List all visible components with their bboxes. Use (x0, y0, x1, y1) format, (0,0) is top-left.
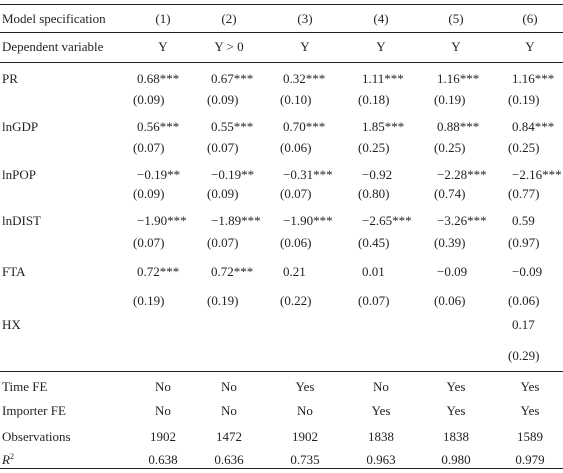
r-value-5: 0.980 (441, 452, 471, 467)
coef-lnpop-5: −2.28*** (437, 167, 487, 182)
coef-fta-2: 0.72*** (211, 264, 254, 279)
bottom-rule (0, 468, 563, 469)
coef-lndist-3: −1.90*** (283, 213, 333, 228)
time-fe-value-6: Yes (520, 379, 540, 394)
coef-fta-6: −0.09 (512, 264, 543, 279)
observations-value-3: 1902 (292, 429, 318, 444)
coef-lndist-6: 0.59 (512, 213, 535, 228)
se-lngdp-1: (0.07) (133, 140, 165, 155)
importer-fe-value-2: No (221, 403, 237, 418)
importer-fe-value-5: Yes (446, 403, 466, 418)
importer-fe-value-3: No (297, 403, 313, 418)
coef-lnpop-1: −0.19** (137, 167, 181, 182)
r-value-2: 0.636 (214, 452, 244, 467)
se-lngdp-3: (0.06) (280, 140, 312, 155)
dep-var-2: Y > 0 (214, 39, 244, 54)
observations-value-1: 1902 (150, 429, 176, 444)
coef-lndist-2: −1.89*** (211, 213, 261, 228)
se-lndist-5: (0.39) (434, 235, 466, 250)
dependent-variable-label: Dependent variable (2, 39, 104, 54)
coef-pr-4: 1.11*** (362, 71, 404, 86)
model-header-6: (6) (522, 11, 538, 26)
top-rule (0, 4, 563, 5)
se-lndist-3: (0.06) (280, 235, 312, 250)
se-fta-1: (0.19) (133, 293, 165, 308)
coef-lngdp-4: 1.85*** (362, 119, 405, 134)
coef-lngdp-6: 0.84*** (512, 119, 555, 134)
se-lndist-4: (0.45) (358, 235, 390, 250)
coef-lnpop-4: −0.92 (362, 167, 393, 182)
se-fta-6: (0.06) (508, 293, 540, 308)
row-label-pr: PR (2, 71, 18, 86)
se-lnpop-1: (0.09) (133, 186, 165, 201)
se-pr-1: (0.09) (133, 92, 165, 107)
se-lndist-2: (0.07) (207, 235, 239, 250)
model-spec-label: Model specification (2, 11, 106, 26)
coef-fta-5: −0.09 (437, 264, 468, 279)
importer-fe-value-6: Yes (520, 403, 540, 418)
model-header-4: (4) (373, 11, 389, 26)
coef-lngdp-3: 0.70*** (283, 119, 326, 134)
coef-lngdp-1: 0.56*** (137, 119, 180, 134)
r-value-6: 0.979 (515, 452, 545, 467)
body-top-rule (0, 62, 563, 63)
coef-pr-3: 0.32*** (283, 71, 326, 86)
se-lnpop-4: (0.80) (358, 186, 390, 201)
row-label-hx: HX (2, 317, 21, 332)
se-pr-2: (0.09) (207, 92, 239, 107)
importer-fe-value-1: No (155, 403, 171, 418)
dep-var-3: Y (300, 39, 310, 54)
se-pr-3: (0.10) (280, 92, 312, 107)
observations-value-6: 1589 (517, 429, 543, 444)
coef-fta-1: 0.72*** (137, 264, 180, 279)
row-label-lnpop: lnPOP (2, 167, 36, 182)
coef-lnpop-6: −2.16*** (512, 167, 562, 182)
coef-pr-2: 0.67*** (211, 71, 254, 86)
time-fe-value-1: No (155, 379, 171, 394)
row-label-lndist: lnDIST (2, 213, 41, 228)
time-fe-value-2: No (221, 379, 237, 394)
row-label-lngdp: lnGDP (2, 119, 39, 134)
model-header-2: (2) (221, 11, 237, 26)
se-pr-5: (0.19) (434, 92, 466, 107)
observations-value-2: 1472 (216, 429, 242, 444)
se-fta-4: (0.07) (358, 293, 390, 308)
coef-lndist-4: −2.65*** (362, 213, 412, 228)
coef-pr-6: 1.16*** (512, 71, 555, 86)
se-pr-4: (0.18) (358, 92, 390, 107)
se-pr-6: (0.19) (508, 92, 540, 107)
row-label-fta: FTA (2, 264, 26, 279)
dep-var-6: Y (525, 39, 535, 54)
row-label-observations: Observations (2, 429, 71, 444)
se-hx-6: (0.29) (508, 348, 540, 363)
r-value-3: 0.735 (290, 452, 320, 467)
dep-var-4: Y (376, 39, 386, 54)
se-fta-5: (0.06) (434, 293, 466, 308)
row-label-importer-fe: Importer FE (2, 403, 66, 418)
body-bottom-rule (0, 371, 563, 372)
observations-value-4: 1838 (368, 429, 394, 444)
header-rule (0, 32, 563, 33)
r-value-1: 0.638 (148, 452, 178, 467)
model-header-3: (3) (297, 11, 313, 26)
coef-pr-5: 1.16*** (437, 71, 480, 86)
se-lnpop-3: (0.07) (280, 186, 312, 201)
se-lndist-6: (0.97) (508, 235, 540, 250)
se-lnpop-2: (0.09) (207, 186, 239, 201)
coef-lngdp-2: 0.55*** (211, 119, 254, 134)
se-lngdp-5: (0.25) (434, 140, 466, 155)
time-fe-value-5: Yes (446, 379, 466, 394)
se-fta-2: (0.19) (207, 293, 239, 308)
time-fe-value-3: Yes (295, 379, 315, 394)
model-header-1: (1) (155, 11, 171, 26)
observations-value-5: 1838 (443, 429, 469, 444)
coef-fta-4: 0.01 (362, 264, 385, 279)
row-label-time-fe: Time FE (2, 379, 48, 394)
coef-pr-1: 0.68*** (137, 71, 180, 86)
row-label-r: $R^2$ (2, 452, 14, 467)
coef-lnpop-3: −0.31*** (283, 167, 333, 182)
coef-lndist-5: −3.26*** (437, 213, 487, 228)
se-fta-3: (0.22) (280, 293, 312, 308)
coef-hx-6: 0.17 (512, 317, 535, 332)
se-lngdp-2: (0.07) (207, 140, 239, 155)
dep-var-5: Y (451, 39, 461, 54)
model-header-5: (5) (448, 11, 464, 26)
coef-lngdp-5: 0.88*** (437, 119, 480, 134)
importer-fe-value-4: Yes (371, 403, 391, 418)
coef-lnpop-2: −0.19** (211, 167, 255, 182)
se-lngdp-6: (0.25) (508, 140, 540, 155)
se-lnpop-5: (0.74) (434, 186, 466, 201)
r-value-4: 0.963 (366, 452, 396, 467)
se-lndist-1: (0.07) (133, 235, 165, 250)
coef-lndist-1: −1.90*** (137, 213, 187, 228)
time-fe-value-4: No (373, 379, 389, 394)
dep-var-1: Y (158, 39, 168, 54)
se-lngdp-4: (0.25) (358, 140, 390, 155)
se-lnpop-6: (0.77) (508, 186, 540, 201)
coef-fta-3: 0.21 (283, 264, 306, 279)
